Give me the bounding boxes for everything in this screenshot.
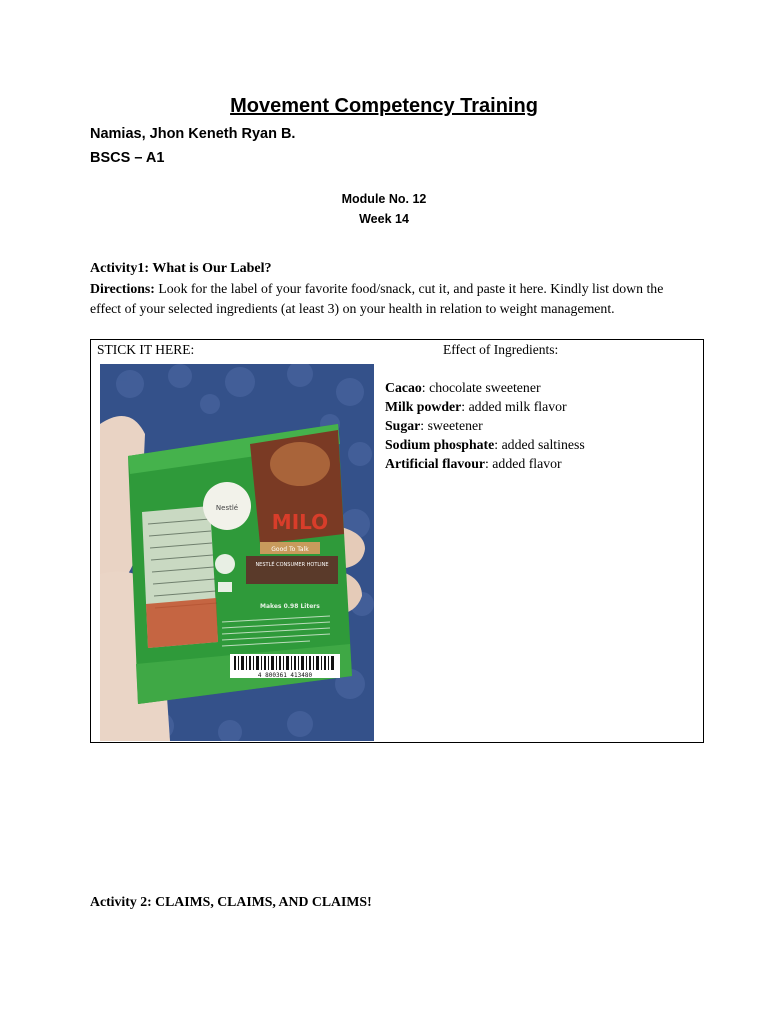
ingredient-item [385, 454, 585, 473]
milo-pack-picture [100, 364, 374, 741]
directions-text: Look for the label of your favorite food/snack, cut it, and paste it here. Kindly list down the effect of your selected ingredients (at least 3) on your health in relation to weight management. [90, 281, 664, 316]
ingredient-effect: : sweetener [420, 418, 483, 433]
ingredient-effect: : added flavor [485, 456, 562, 471]
stick-it-here-label: STICK IT HERE: [97, 342, 195, 357]
activity2-title: Activity 2: CLAIMS, CLAIMS, AND CLAIMS! [90, 894, 372, 909]
hotline-text: NESTLÉ CONSUMER HOTLINE [255, 562, 329, 568]
barcode-number: 4 800361 413480 [257, 672, 313, 679]
activity1-directions [90, 279, 680, 319]
label-table [90, 339, 704, 743]
ingredient-item [385, 416, 585, 435]
ingredient-name: Sodium phosphate [385, 437, 495, 452]
ingredient-name: Cacao [385, 380, 422, 395]
document-title: Movement Competency Training [230, 95, 538, 117]
student-name: Namias, Jhon Keneth Ryan B. [90, 126, 296, 142]
nestle-logo-text: Nestlé [215, 504, 239, 512]
directions-label: Directions: [90, 281, 155, 296]
makes-text: Makes 0.98 Liters [260, 603, 320, 610]
module-number: Module No. 12 [341, 192, 427, 206]
ingredient-name: Sugar [385, 418, 421, 433]
student-section: BSCS – A1 [90, 150, 165, 166]
ingredient-name: Artificial flavour [385, 456, 486, 471]
ingredient-effect: : chocolate sweetener [421, 380, 541, 395]
milo-logo-text: MILO [271, 510, 329, 534]
ingredient-item [385, 397, 585, 416]
ingredient-name: Milk powder [385, 399, 462, 414]
week-number: Week 14 [359, 212, 409, 226]
activity1-title: Activity1: What is Our Label? [90, 261, 272, 276]
effect-of-ingredients-label: Effect of Ingredients: [443, 342, 559, 357]
ingredient-item [385, 435, 585, 454]
ingredient-effect: : added milk flavor [461, 399, 567, 414]
ingredient-list [385, 378, 585, 473]
badge-text: Good To Talk [271, 546, 309, 553]
ingredient-effect: : added saltiness [494, 437, 585, 452]
food-label-photo [100, 364, 374, 741]
ingredient-item [385, 378, 585, 397]
